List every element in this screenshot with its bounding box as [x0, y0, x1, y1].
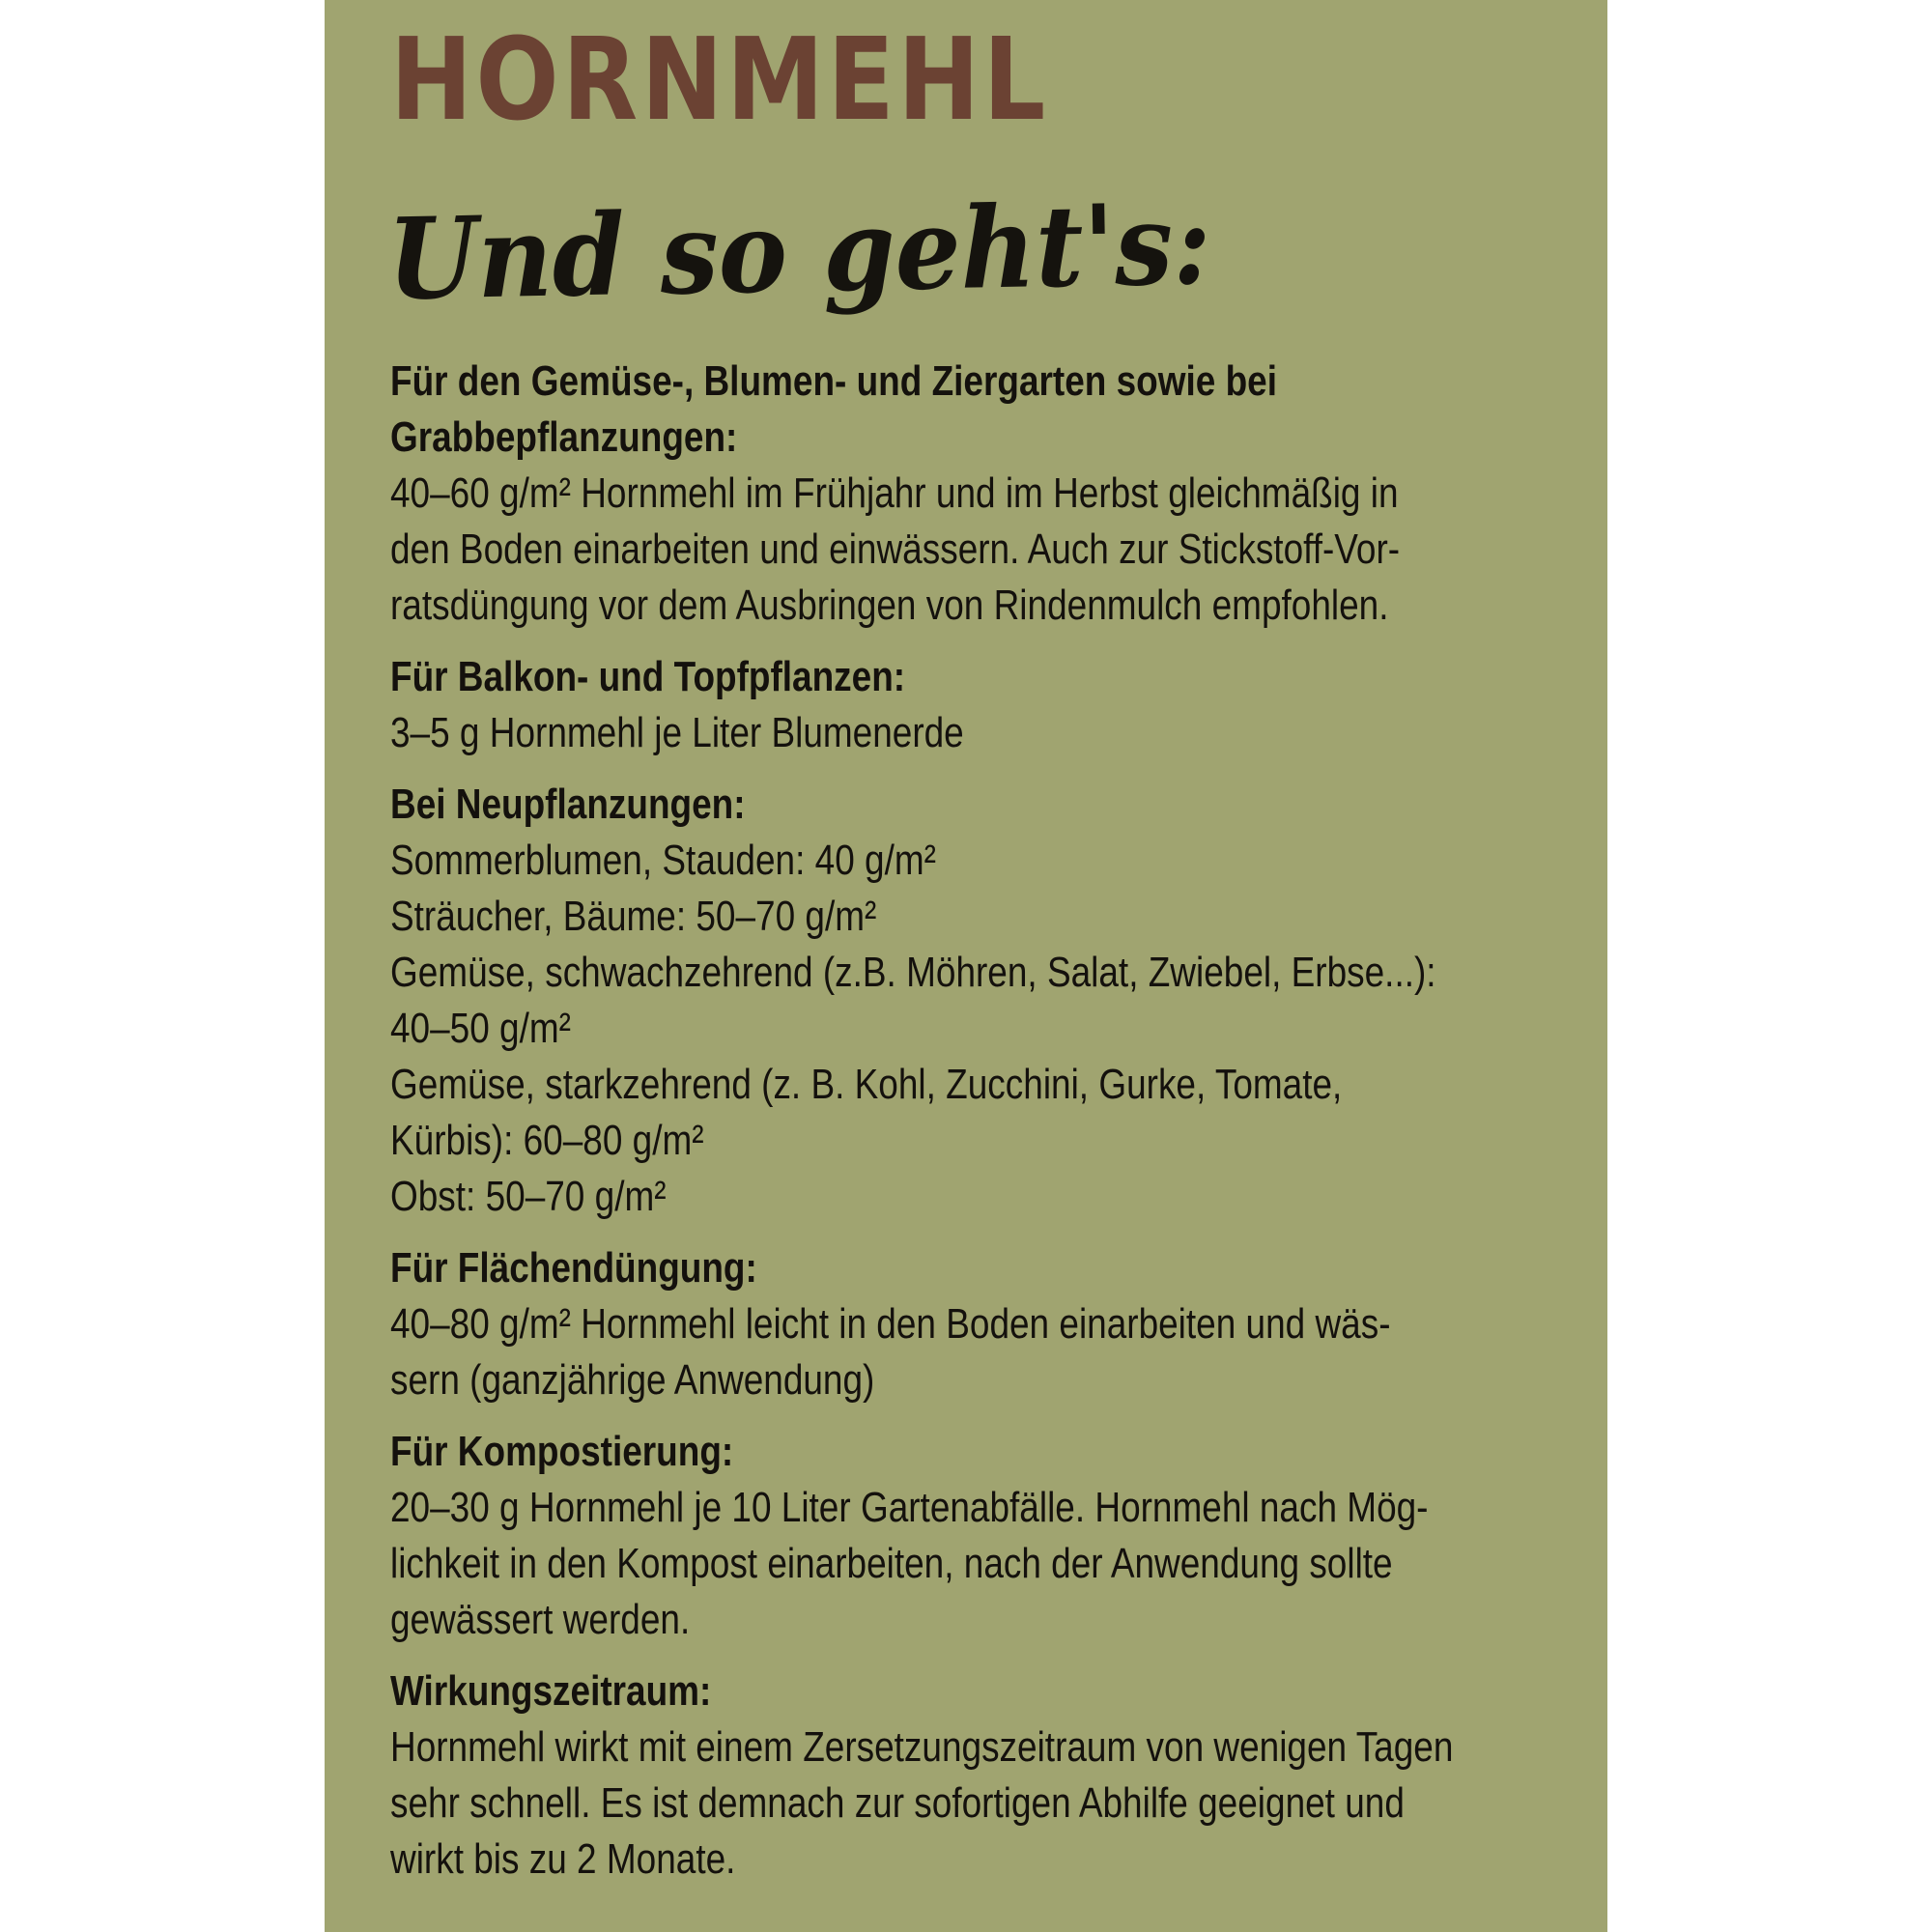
section-garden	[390, 354, 1567, 634]
label-panel	[325, 0, 1607, 1932]
section-body-line: Sträucher, Bäume: 50–70 g/m²	[390, 893, 877, 940]
section-body-line: Gemüse, schwachzehrend (z.B. Möhren, Salat, Zwiebel, Erbse...):	[390, 949, 1436, 996]
section-body-line: 3–5 g Hornmehl je Liter Blumenerde	[390, 709, 964, 756]
section-new-plantings	[390, 777, 1567, 1225]
section-area-fertilizing	[390, 1240, 1567, 1408]
section-heading	[390, 777, 1567, 833]
section-heading	[390, 1240, 1567, 1296]
section-heading	[390, 649, 1567, 705]
section-heading-line: Für Kompostierung:	[390, 1428, 734, 1475]
section-duration	[390, 1663, 1567, 1888]
section-heading-line: Bei Neupflanzungen:	[390, 781, 746, 828]
section-body-line: 20–30 g Hornmehl je 10 Liter Gartenabfälle. Hornmehl nach Mög-	[390, 1484, 1429, 1531]
section-balcony	[390, 649, 1567, 761]
section-heading-line: Wirkungszeitraum:	[390, 1667, 712, 1715]
section-body-line: 40–60 g/m² Hornmehl im Frühjahr und im Herbst gleichmäßig in	[390, 469, 1399, 517]
instructions-heading: Und so geht's:	[386, 178, 1212, 326]
section-heading	[390, 1663, 1567, 1719]
section-heading	[390, 1424, 1567, 1480]
section-heading-line: Grabbepflanzungen:	[390, 413, 738, 461]
section-body-line: Sommerblumen, Stauden: 40 g/m²	[390, 837, 936, 884]
section-body-line: Gemüse, starkzehrend (z. B. Kohl, Zucchini, Gurke, Tomate,	[390, 1061, 1343, 1108]
section-body-line: ratsdüngung vor dem Ausbringen von Rindenmulch empfohlen.	[390, 582, 1389, 629]
section-body-line: Obst: 50–70 g/m²	[390, 1173, 667, 1220]
section-composting	[390, 1424, 1567, 1648]
section-body-line: Hornmehl wirkt mit einem Zersetzungszeitraum von wenigen Tagen	[390, 1723, 1454, 1771]
section-body-line: Kürbis): 60–80 g/m²	[390, 1117, 704, 1164]
section-heading-line: Für Balkon- und Topfpflanzen:	[390, 653, 906, 700]
section-body-line: sern (ganzjährige Anwendung)	[390, 1356, 875, 1404]
section-body-line: sehr schnell. Es ist demnach zur sofortigen Abhilfe geeignet und	[390, 1779, 1405, 1827]
section-body-line: gewässert werden.	[390, 1596, 691, 1643]
section-body-line: 40–80 g/m² Hornmehl leicht in den Boden einarbeiten und wäs-	[390, 1300, 1391, 1348]
section-heading-line: Für Flächendüngung:	[390, 1244, 757, 1292]
section-body-line: lichkeit in den Kompost einarbeiten, nach der Anwendung sollte	[390, 1540, 1393, 1587]
section-body-line: den Boden einarbeiten und einwässern. Auch zur Stickstoff-Vor-	[390, 526, 1401, 573]
instructions-content	[390, 354, 1567, 1888]
section-heading-line: Für den Gemüse-, Blumen- und Ziergarten sowie bei	[390, 357, 1277, 405]
section-body-line: 40–50 g/m²	[390, 1005, 571, 1052]
product-title: HORNMEHL	[390, 13, 1049, 146]
section-heading	[390, 354, 1567, 466]
section-body-line: wirkt bis zu 2 Monate.	[390, 1835, 736, 1883]
